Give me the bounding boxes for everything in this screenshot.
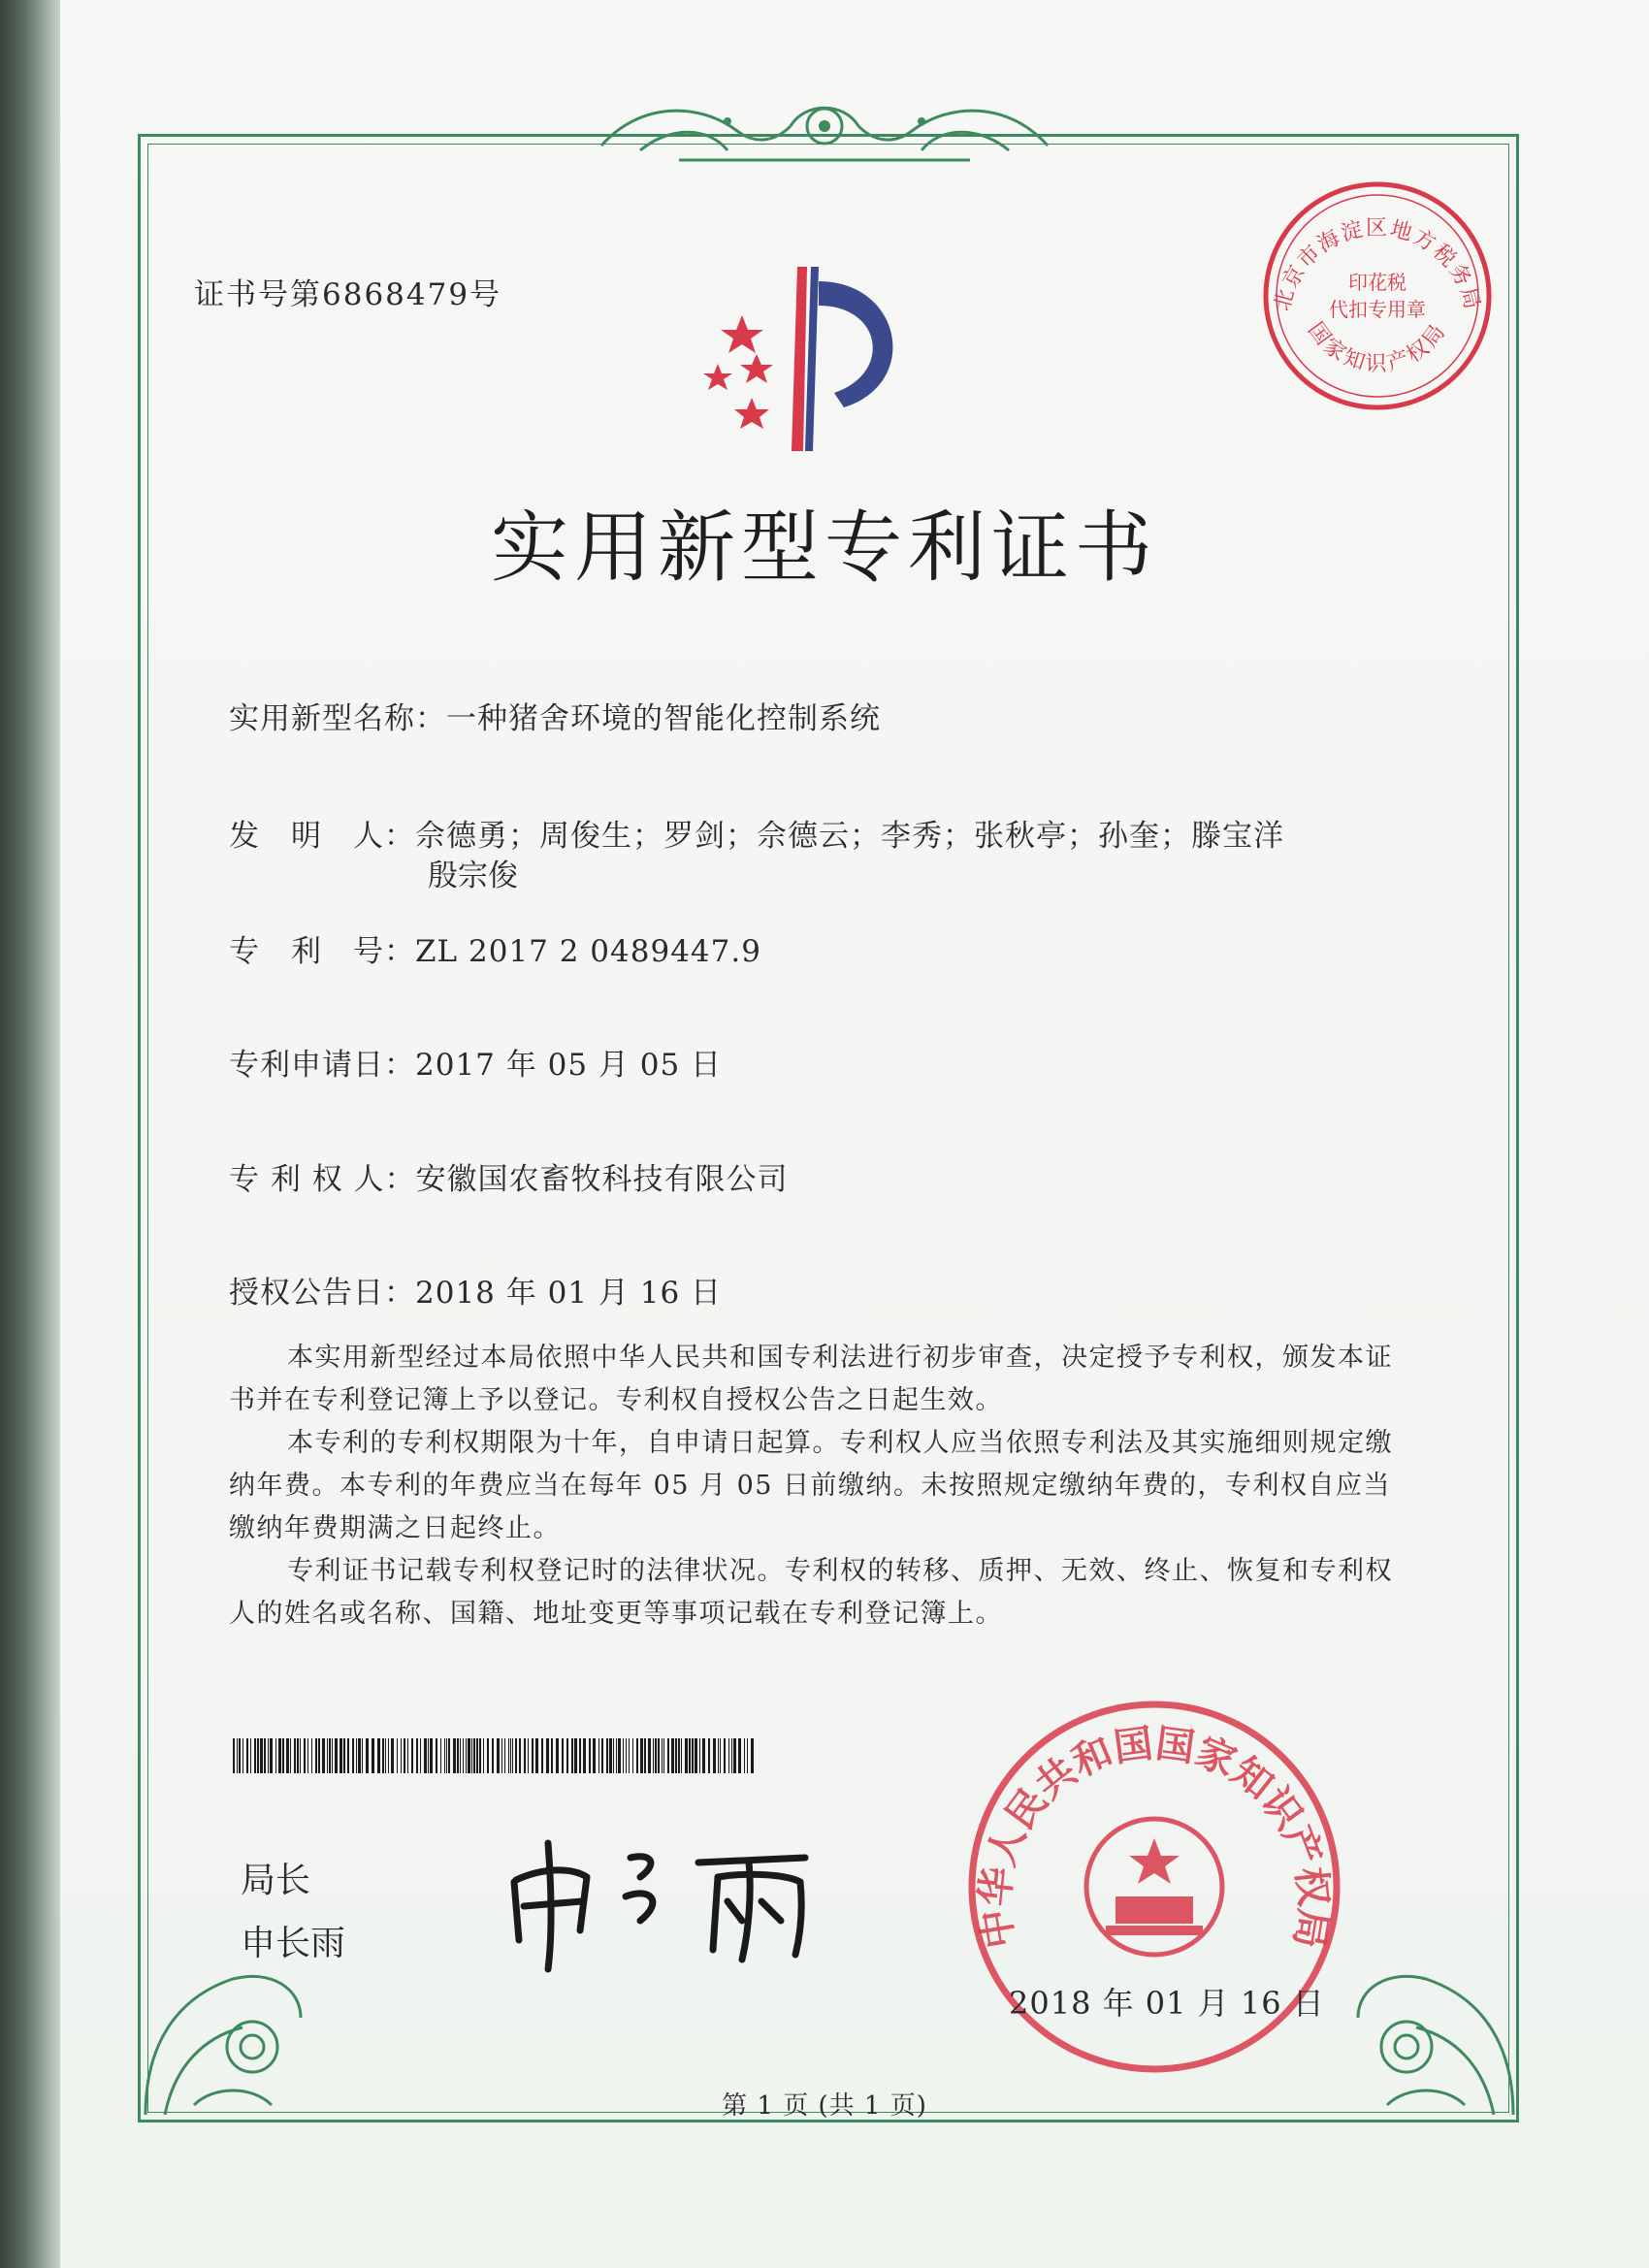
barcode-bar: [609, 1738, 612, 1773]
barcode-bar: [270, 1738, 273, 1773]
field-filing-date: [229, 1040, 722, 1084]
page-number: 第 1 页 (共 1 页): [722, 2091, 927, 2121]
barcode-bar: [347, 1738, 349, 1773]
barcode-bar: [428, 1738, 429, 1773]
legal-paragraph-1: 本实用新型经过本局依照中华人民共和国专利法进行初步审查，决定授予专利权，颁发本证书并在专利登记簿上予以登记。专利权自授权公告之日起生效。: [229, 1343, 1393, 1415]
barcode-bar: [388, 1738, 389, 1773]
barcode-bar: [286, 1738, 289, 1773]
barcode-bar: [471, 1738, 472, 1773]
barcode-bar: [311, 1738, 312, 1773]
barcode-bar: [315, 1738, 317, 1773]
barcode-bar: [528, 1738, 529, 1773]
certificate-title: 实用新型专利证书: [491, 502, 1158, 593]
barcode-bar: [294, 1738, 296, 1773]
barcode-bar: [385, 1738, 386, 1773]
barcode-bar: [655, 1738, 657, 1773]
legal-text: [229, 1337, 1393, 1636]
barcode-bar: [290, 1738, 291, 1773]
barcode-bar: [733, 1738, 736, 1773]
barcode-bar: [616, 1738, 617, 1773]
barcode-bar: [623, 1738, 624, 1773]
barcode-bar: [332, 1738, 333, 1773]
seal-date: 2018 年 01 月 16 日: [1009, 1985, 1325, 2022]
barcode-bar: [728, 1738, 729, 1773]
field-patent-no-label: 专 利 号：: [229, 934, 415, 969]
barcode-bar: [453, 1738, 456, 1773]
certificate-number: 证书号第6868479号: [194, 277, 502, 312]
barcode-bar: [307, 1738, 308, 1773]
barcode-bar: [653, 1738, 654, 1773]
barcode-bar: [239, 1738, 241, 1773]
barcode-bar: [254, 1738, 256, 1773]
barcode-bar: [436, 1738, 437, 1773]
barcode-bar: [343, 1738, 345, 1773]
barcode-bar: [264, 1738, 266, 1773]
field-inventors-value: 佘德勇；周俊生；罗剑；佘德云；李秀；张秋亭；孙奎；滕宝洋: [415, 819, 1284, 854]
barcode-bar: [468, 1738, 470, 1773]
director-name: 申长雨: [241, 1924, 346, 1963]
barcode-bar: [566, 1738, 568, 1773]
barcode-bar: [300, 1738, 301, 1773]
top-ornament: [582, 92, 1067, 175]
field-patent-no-value: ZL 2017 2 0489447.9: [415, 934, 761, 969]
barcode-bar: [391, 1738, 394, 1773]
barcode-bar: [546, 1738, 549, 1773]
barcode-bar: [233, 1738, 235, 1773]
barcode-bar: [574, 1738, 577, 1773]
barcode-bar: [689, 1738, 691, 1773]
barcode-bar: [636, 1738, 638, 1773]
legal-paragraph-2: 本专利的专利权期限为十年，自申请日起算。专利权人应当依照专利法及其实施细则规定缴纳年费。本专利的年费应当在每年 05 月 05 日前缴纳。未按照规定缴纳年费的，专利权自应当缴纳年费期满之日起终止。: [229, 1428, 1393, 1543]
barcode-bar: [268, 1738, 269, 1773]
barcode-bar: [524, 1738, 526, 1773]
barcode-bar: [275, 1738, 276, 1773]
barcode-bar: [556, 1738, 559, 1773]
field-patent-no: [229, 926, 761, 970]
barcode-bar: [362, 1738, 363, 1773]
barcode-bar: [724, 1738, 726, 1773]
svg-text:代扣专用章: 代扣专用章: [1329, 298, 1426, 321]
barcode-bar: [708, 1738, 710, 1773]
svg-text:中华人民共和国国家知识产权局: 中华人民共和国国家知识产权局: [971, 1720, 1338, 1952]
barcode-bar: [329, 1738, 331, 1773]
barcode-bar: [508, 1738, 509, 1773]
barcode-bar: [713, 1738, 716, 1773]
barcode-bar: [512, 1738, 513, 1773]
barcode-bar: [476, 1738, 478, 1773]
barcode-bar: [510, 1738, 511, 1773]
field-filing-date-value: 2017 年 05 月 05 日: [415, 1048, 723, 1083]
barcode-bar: [685, 1738, 688, 1773]
barcode-bar: [644, 1738, 646, 1773]
barcode-bar: [411, 1738, 413, 1773]
barcode-bar: [382, 1738, 384, 1773]
barcode-bar: [416, 1738, 418, 1773]
barcode-bar: [640, 1738, 643, 1773]
barcode-bar: [457, 1738, 459, 1773]
barcode-bar: [541, 1738, 543, 1773]
barcode-bar: [473, 1738, 475, 1773]
legal-paragraph-3: 专利证书记载专利权登记时的法律状况。专利权的转移、质押、无效、终止、恢复和专利权人的姓名或名称、国籍、地址变更等事项记载在专利登记簿上。: [229, 1556, 1393, 1629]
field-inventors: [229, 811, 1284, 855]
barcode-bar: [747, 1738, 748, 1773]
barcode-bar: [751, 1738, 754, 1773]
barcode-bar: [618, 1738, 621, 1773]
svg-text:印花税: 印花税: [1348, 271, 1406, 294]
barcode-bar: [237, 1738, 238, 1773]
barcode-bar: [598, 1738, 599, 1773]
barcode-bar: [377, 1738, 380, 1773]
barcode-bar: [695, 1738, 697, 1773]
field-grant-date: [229, 1268, 722, 1312]
handwritten-signature: [495, 1824, 844, 1979]
barcode-bar: [460, 1738, 461, 1773]
barcode-bar: [632, 1738, 633, 1773]
barcode-bar: [250, 1738, 251, 1773]
barcode-bar: [613, 1738, 614, 1773]
barcode-bar: [282, 1738, 284, 1773]
barcode-bar: [675, 1738, 677, 1773]
barcode-bar: [535, 1738, 538, 1773]
barcode-bar: [699, 1738, 700, 1773]
barcode-bar: [327, 1738, 328, 1773]
barcode-bar: [430, 1738, 433, 1773]
barcode-bar: [504, 1738, 505, 1773]
barcode-bar: [515, 1738, 517, 1773]
barcode-bar: [648, 1738, 651, 1773]
barcode-bar: [397, 1738, 398, 1773]
national-emblem: [1086, 1819, 1222, 1955]
barcode-bar: [318, 1738, 320, 1773]
tax-stamp: [1256, 175, 1499, 417]
barcode-bar: [583, 1738, 586, 1773]
svg-text:国家知识产权局: 国家知识产权局: [1303, 318, 1452, 377]
barcode-bar: [501, 1738, 502, 1773]
barcode-bar: [579, 1738, 581, 1773]
barcode-bar: [440, 1738, 441, 1773]
barcode-bar: [681, 1738, 682, 1773]
barcode-bar: [297, 1738, 299, 1773]
barcode-bar: [663, 1738, 664, 1773]
field-grant-date-label: 授权公告日：: [229, 1276, 415, 1311]
barcode-bar: [571, 1738, 573, 1773]
barcode-bar: [479, 1738, 481, 1773]
barcode-bar: [444, 1738, 445, 1773]
field-name: [229, 694, 881, 737]
barcode-bar: [562, 1738, 564, 1773]
barcode-bar: [662, 1738, 663, 1773]
barcode-bar: [352, 1738, 354, 1773]
barcode-bar: [257, 1738, 259, 1773]
patent-office-logo: [698, 238, 951, 470]
barcode-bar: [335, 1738, 338, 1773]
field-filing-date-label: 专利申请日：: [229, 1048, 415, 1083]
barcode-bar: [448, 1738, 450, 1773]
barcode-bar: [420, 1738, 421, 1773]
field-inventors-value-line2: 殷宗俊: [428, 859, 518, 893]
barcode-bar: [601, 1738, 603, 1773]
barcode-bar: [551, 1738, 553, 1773]
field-patentee-value: 安徽国农畜牧科技有限公司: [415, 1162, 789, 1197]
barcode-bar: [304, 1738, 306, 1773]
director-title: 局长: [241, 1861, 311, 1900]
barcode-bar: [424, 1738, 427, 1773]
barcode-bar: [356, 1738, 357, 1773]
barcode-bar: [692, 1738, 694, 1773]
barcode-bar: [366, 1738, 369, 1773]
barcode-bar: [322, 1738, 325, 1773]
barcode-bar: [658, 1738, 660, 1773]
barcode-bar: [702, 1738, 705, 1773]
barcode-bar: [463, 1738, 464, 1773]
barcode-bar: [718, 1738, 719, 1773]
barcode-bar: [667, 1738, 669, 1773]
barcode-bar: [242, 1738, 243, 1773]
barcode-bar: [487, 1738, 489, 1773]
barcode-bar: [629, 1738, 630, 1773]
field-name-label: 实用新型名称：: [229, 701, 446, 736]
barcode-bar: [466, 1738, 467, 1773]
barcode-bar: [492, 1738, 494, 1773]
barcode-bar: [246, 1738, 248, 1773]
field-patentee-label: 专 利 权 人：: [229, 1162, 416, 1197]
barcode-bar: [532, 1738, 534, 1773]
barcode-bar: [446, 1738, 447, 1773]
barcode-bar: [519, 1738, 521, 1773]
barcode-bar: [678, 1738, 680, 1773]
field-patentee: [229, 1154, 789, 1198]
barcode-bar: [340, 1738, 342, 1773]
barcode-bar: [626, 1738, 627, 1773]
barcode-bar: [401, 1738, 402, 1773]
barcode-bar: [731, 1738, 732, 1773]
field-grant-date-value: 2018 年 01 月 16 日: [415, 1276, 723, 1311]
barcode-bar: [404, 1738, 405, 1773]
scan-edge-strip: [0, 0, 60, 2268]
barcode-bar: [278, 1738, 281, 1773]
field-inventors-label: 发 明 人：: [229, 819, 415, 854]
barcode-bar: [497, 1738, 500, 1773]
barcode-bar: [372, 1738, 374, 1773]
barcode-bar: [260, 1738, 263, 1773]
barcode-bar: [606, 1738, 608, 1773]
barcode-bar: [483, 1738, 484, 1773]
barcode-bar: [744, 1738, 745, 1773]
barcode-bar: [720, 1738, 721, 1773]
barcode-bar: [671, 1738, 674, 1773]
barcode-bar: [407, 1738, 408, 1773]
field-name-value: 一种猪舍环境的智能化控制系统: [446, 701, 881, 736]
barcode-bar: [589, 1738, 591, 1773]
barcode-bar: [738, 1738, 741, 1773]
barcode-bar: [358, 1738, 361, 1773]
svg-text:北京市海淀区地方税务局: 北京市海淀区地方税务局: [1270, 216, 1485, 314]
barcode: [233, 1738, 757, 1773]
barcode-bar: [593, 1738, 596, 1773]
